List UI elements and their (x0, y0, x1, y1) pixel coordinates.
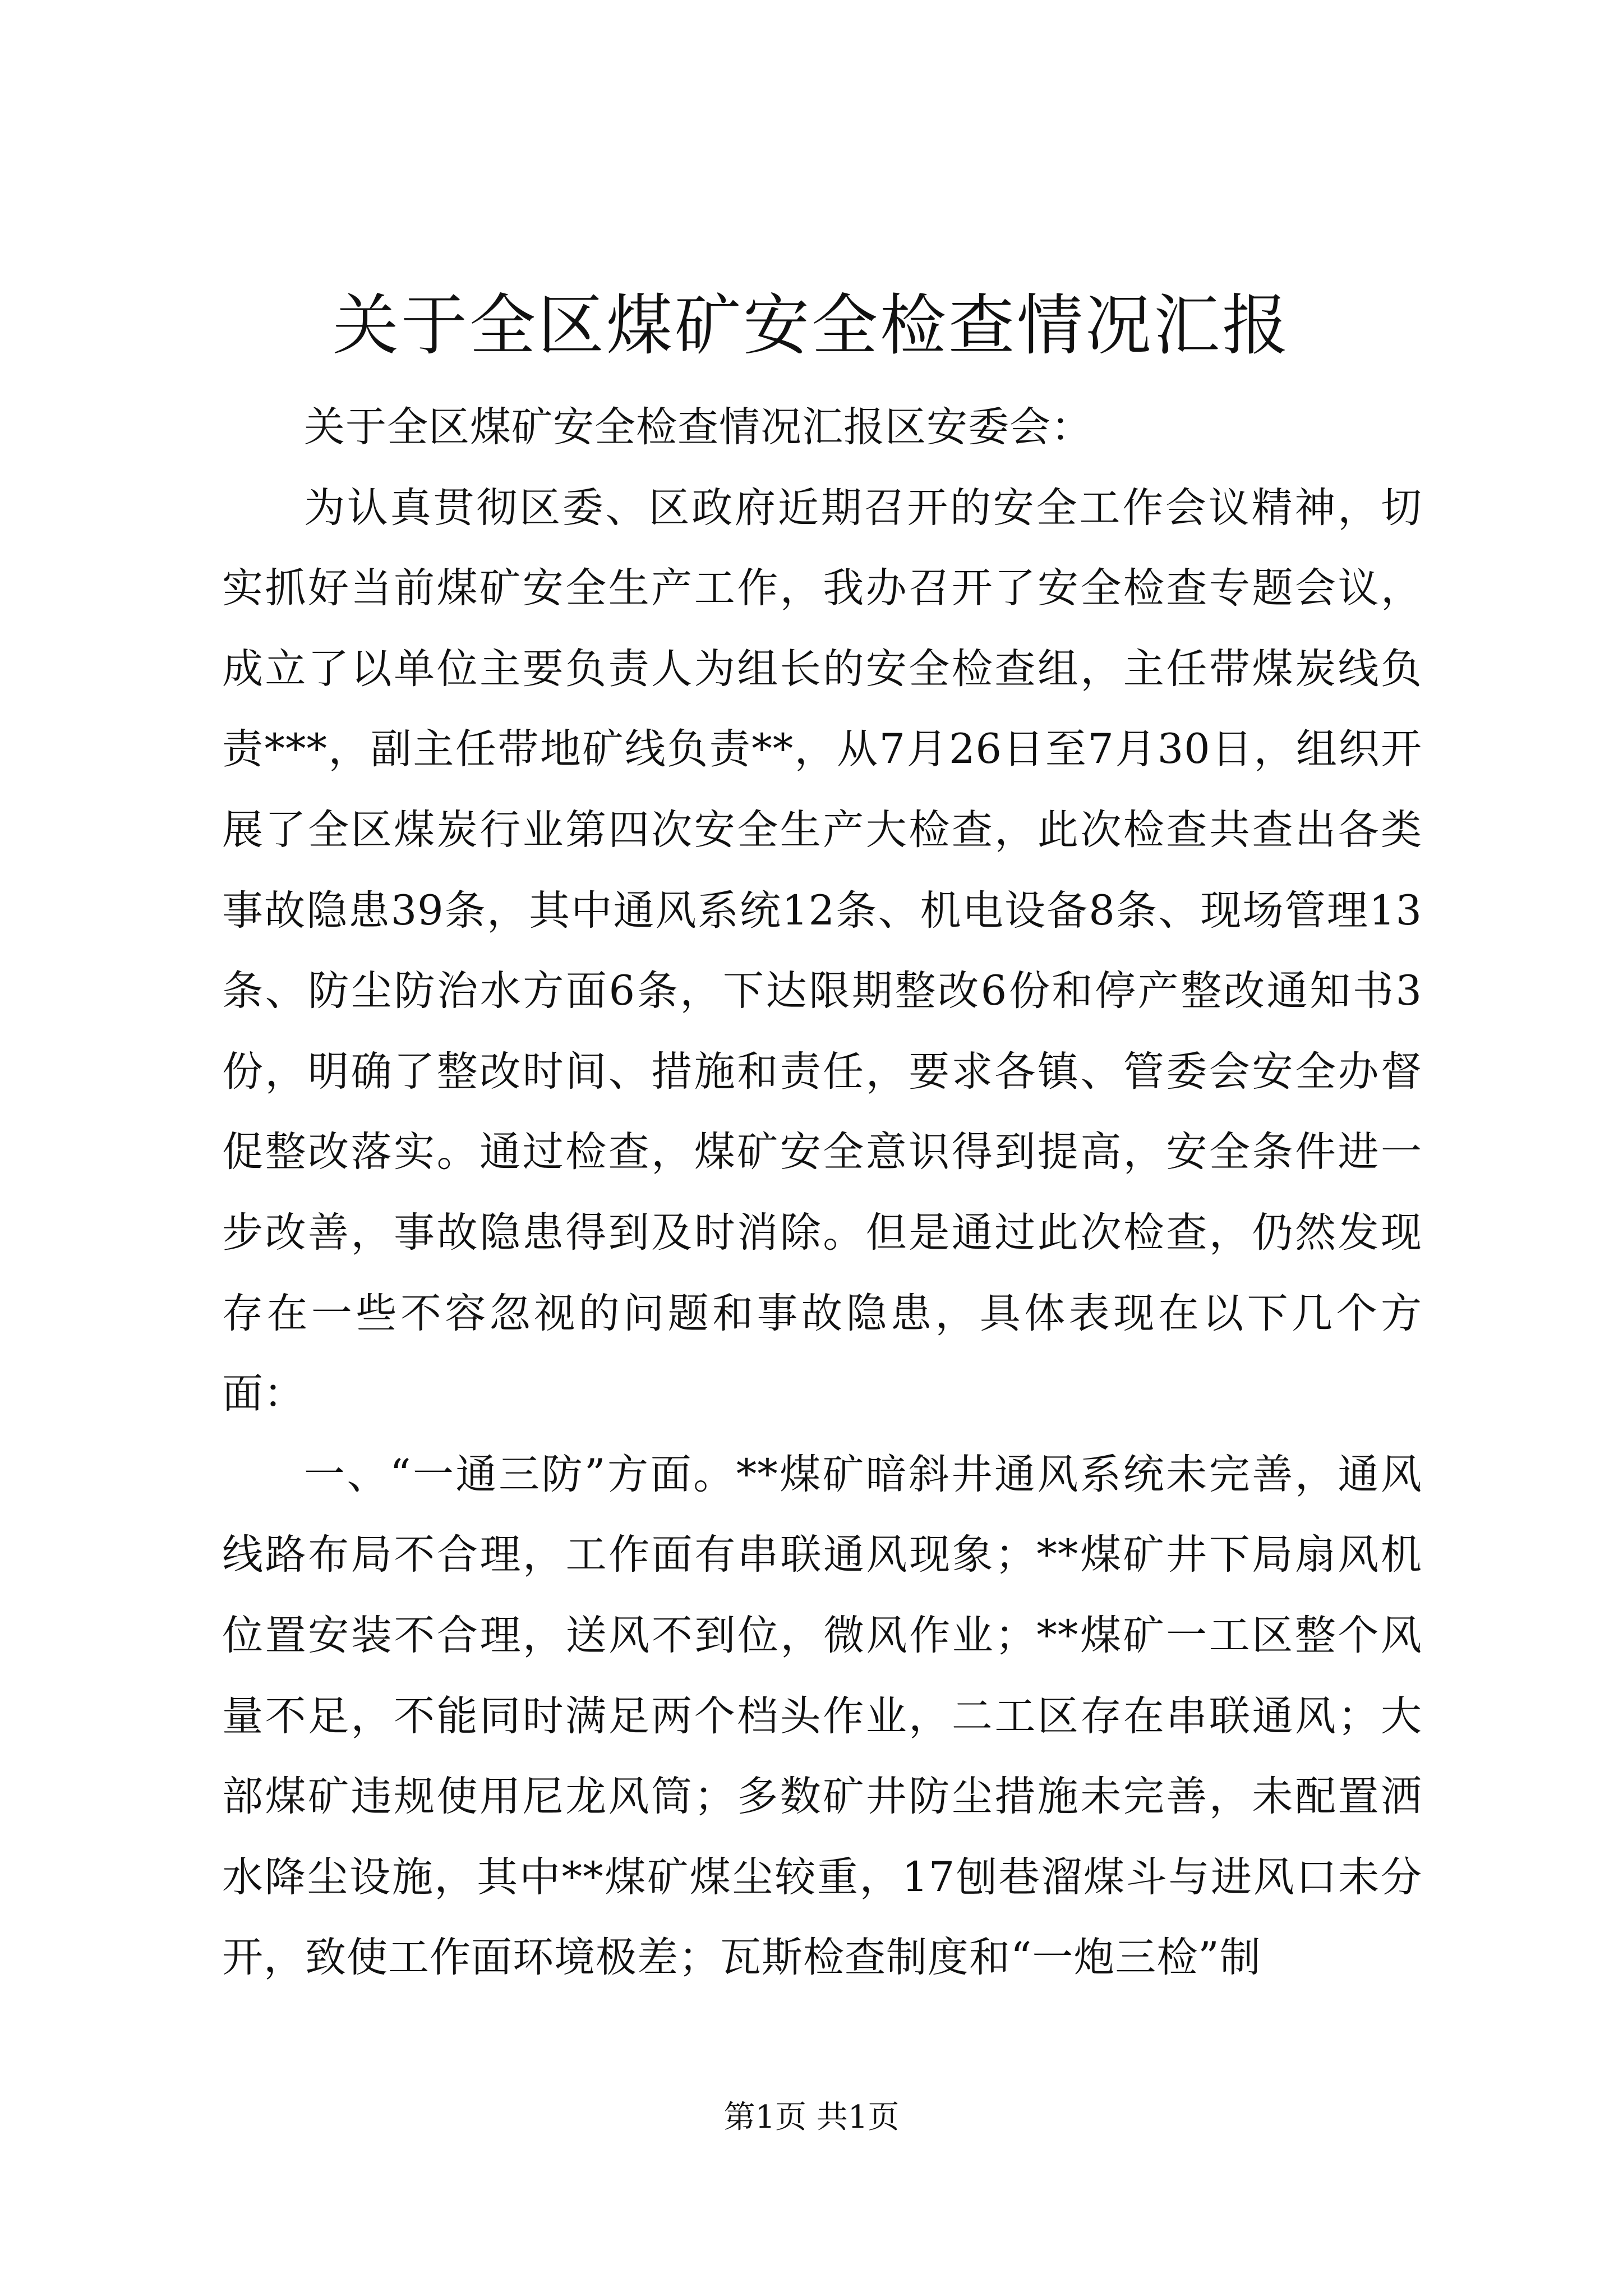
page-footer (0, 2098, 1623, 2137)
body-paragraph: 为认真贯彻区委、区政府近期召开的安全工作会议精神，切实抓好当前煤矿安全生产工作，我办召开了安全检查专题会议，成立了以单位主要负责人为组长的安全检查组，主任带煤炭线负责***，副主任带地矿线负责**，从7月26日至7月30日，组织开展了全区煤炭行业第四次安全生产大检查，此次检查共查出各类事故隐患39条，其中通风系统12条、机电设备8条、现场管理13条、防尘防治水方面6条，下达限期整改6份和停产整改通知书3份，明确了整改时间、措施和责任，要求各镇、管委会安全办督促整改落实。通过检查，煤矿安全意识得到提高，安全条件进一步改善，事故隐患得到及时消除。但是通过此次检查，仍然发现存在一些不容忽视的问题和事故隐患，具体表现在以下几个方面： (222, 484, 1422, 1418)
page-number: 第1页 共1页 (723, 2099, 900, 2136)
document-body (222, 387, 1422, 1998)
salutation-paragraph: 关于全区煤矿安全检查情况汇报区安委会： (304, 403, 1092, 451)
document-title: 关于全区煤矿安全检查情况汇报 (332, 287, 1290, 364)
body-paragraph: 一、“一通三防”方面。**煤矿暗斜井通风系统未完善，通风线路布局不合理，工作面有串联通风现象；**煤矿井下局扇风机位置安装不合理，送风不到位，微风作业；**煤矿一工区整个风量不足，不能同时满足两个档头作业，二工区存在串联通风；大部煤矿违规使用尼龙风筒；多数矿井防尘措施未完善，未配置洒水降尘设施，其中**煤矿煤尘较重，17刨巷溜煤斗与进风口未分开，致使工作面环境极差；瓦斯检查制度和“一炮三检”制 (222, 1450, 1422, 1982)
